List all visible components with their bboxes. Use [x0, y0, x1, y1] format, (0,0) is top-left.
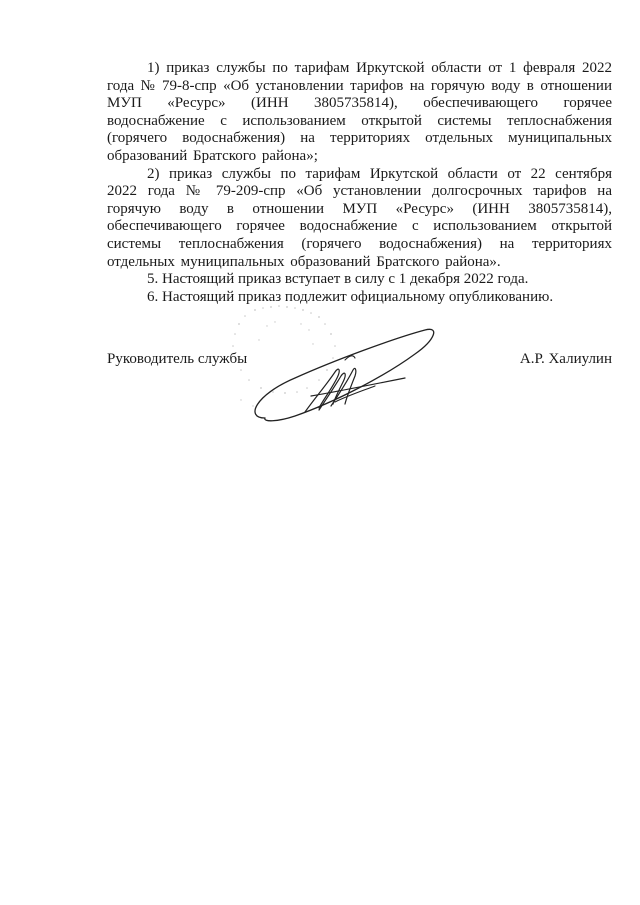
paragraph-item-6: 6. Настоящий приказ подлежит официальному опубликованию. — [147, 288, 554, 305]
signature-block — [107, 350, 612, 372]
signatory-name: А.Р. Халиулин — [519, 351, 612, 367]
paragraph-item-5: 5. Настоящий приказ вступает в силу с 1 декабря 2022 года. — [147, 271, 529, 288]
document-body — [107, 60, 612, 306]
paragraph-item-2: 2) приказ службы по тарифам Иркутской области от 22 сентября 2022 года № 79-209-спр «Об установлении долгосрочных тарифов на горячую воду в отношении МУП «Ресурс» (ИНН 3805735814), обеспечивающего горячее водоснабжение с использованием открытой системы теплоснабжения (горячего водоснабжения) на территориях отдельных муниципальных образований Братского района». — [107, 165, 612, 270]
signatory-title: Руководитель службы — [107, 351, 248, 367]
paragraph-item-1: 1) приказ службы по тарифам Иркутской области от 1 февраля 2022 года № 79-8-спр «Об установлении тарифов на горячую воду в отношении МУП «Ресурс» (ИНН 3805735814), обеспечивающего горячее водоснабжение с использованием открытой системы теплоснабжения (горячего водоснабжения) на территориях отдельных муниципальных образований Братского района»; — [107, 60, 612, 164]
